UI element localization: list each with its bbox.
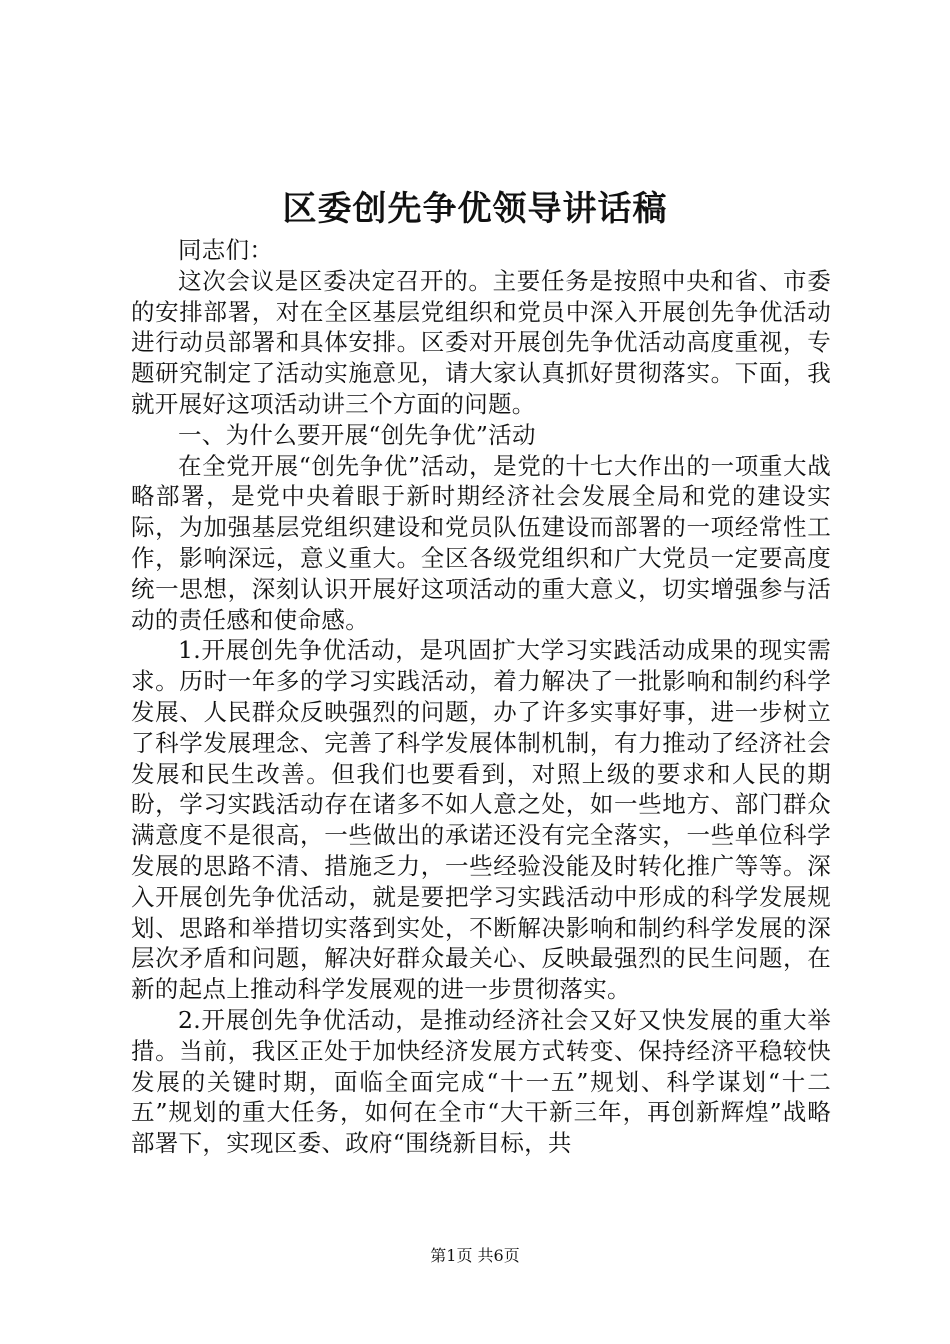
body-paragraph: 1.开展创先争优活动，是巩固扩大学习实践活动成果的现实需求。历时一年多的学习实践活动，着力解决了一批影响和制约科学发展、人民群众反映强烈的问题，办了许多实事好事，进一步树立了科学发展理念、完善了科学发展体制机制，有力推动了经济社会发展和民生改善。但我们也要看到，对照上级的要求和人民的期盼，学习实践活动存在诸多不如人意之处，如一些地方、部门群众满意度不是很高，一些做出的承诺还没有完全落实，一些单位科学发展的思路不清、措施乏力，一些经验没能及时转化推广等等。深入开展创先争优活动，就是要把学习实践活动中形成的科学发展规划、思路和举措切实落到实处，不断解决影响和制约科学发展的深层次矛盾和问题，解决好群众最关心、反映最强烈的民生问题，在新的起点上推动科学发展观的进一步贯彻落实。 [131,636,831,1004]
intro-paragraph: 这次会议是区委决定召开的。主要任务是按照中央和省、市委的安排部署，对在全区基层党组织和党员中深入开展创先争优活动进行动员部署和具体安排。区委对开展创先争优活动高度重视，专题研究制定了活动实施意见，请大家认真抓好贯彻落实。下面，我就开展好这项活动讲三个方面的问题。 [131,266,831,418]
body-paragraph: 在全党开展“创先争优”活动，是党的十七大作出的一项重大战略部署，是党中央着眼于新时期经济社会发展全局和党的建设实际，为加强基层党组织建设和党员队伍建设而部署的一项经常性工作，影响深远，意义重大。全区各级党组织和广大党员一定要高度统一思想，深刻认识开展好这项活动的重大意义，切实增强参与活动的责任感和使命感。 [131,451,831,634]
document-title: 区委创先争优领导讲话稿 [282,189,668,229]
salutation-paragraph: 同志们： [178,236,274,264]
page-number-footer: 第1页 共6页 [430,1246,520,1265]
document-body [131,235,831,1159]
body-paragraph: 2.开展创先争优活动，是推动经济社会又好又快发展的重大举措。当前，我区正处于加快经济发展方式转变、保持经济平稳较快发展的关键时期，面临全面完成“十一五”规划、科学谋划“十二五”规划的重大任务，如何在全市“大干新三年，再创新辉煌”战略部署下，实现区委、政府“围绕新目标，共 [131,1005,831,1158]
section-heading: 一、为什么要开展“创先争优”活动 [178,420,536,449]
